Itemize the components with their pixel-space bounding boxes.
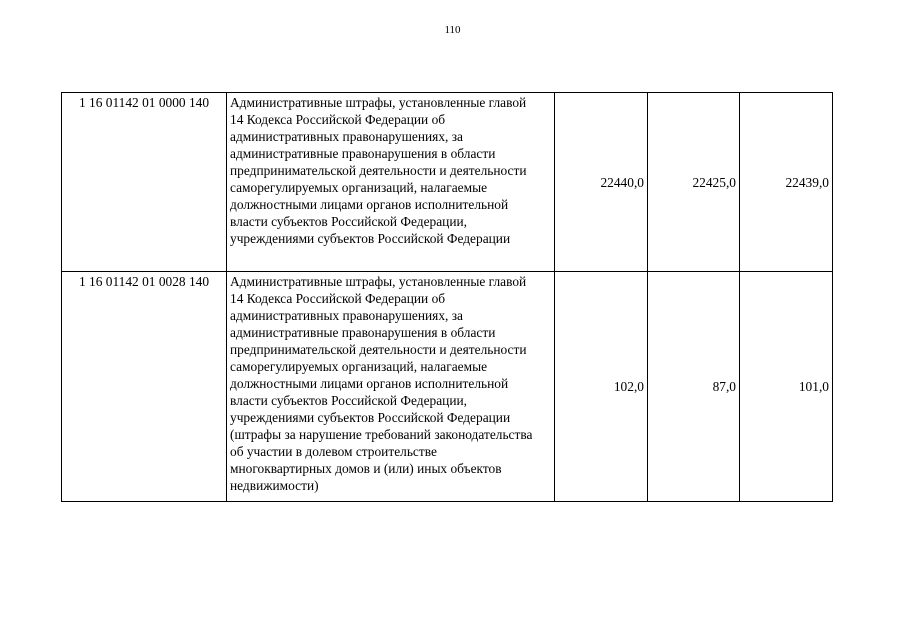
- description-cell: Административные штрафы, установленные главой 14 Кодекса Российской Федерации об административных правонарушениях, за административные правонарушения в области предпринимательской деятельности и деятельности саморегулируемых организаций, налагаемые должностными лицами органов исполнительной власти субъектов Российской Федерации, учреждениями субъектов Российской Федерации (штрафы за нарушение требований законодательства об участии в долевом строительстве многоквартирных домов и (или) иных объектов недвижимости): [227, 272, 555, 502]
- value-year-3-cell: 22439,0: [740, 93, 833, 272]
- value-year-1-cell: 22440,0: [555, 93, 648, 272]
- table-row: [62, 93, 833, 272]
- value-year-1-cell: 102,0: [555, 272, 648, 502]
- page-number: 110: [444, 24, 461, 36]
- table-row: [62, 272, 833, 502]
- budget-code-cell: 1 16 01142 01 0028 140: [62, 272, 227, 502]
- value-year-3-cell: 101,0: [740, 272, 833, 502]
- budget-table: [61, 92, 833, 502]
- value-year-2-cell: 87,0: [648, 272, 740, 502]
- value-year-2-cell: 22425,0: [648, 93, 740, 272]
- budget-code-cell: 1 16 01142 01 0000 140: [62, 93, 227, 272]
- description-cell: Административные штрафы, установленные главой 14 Кодекса Российской Федерации об административных правонарушениях, за административные правонарушения в области предпринимательской деятельности и деятельности саморегулируемых организаций, налагаемые должностными лицами органов исполнительной власти субъектов Российской Федерации, учреждениями субъектов Российской Федерации: [227, 93, 555, 272]
